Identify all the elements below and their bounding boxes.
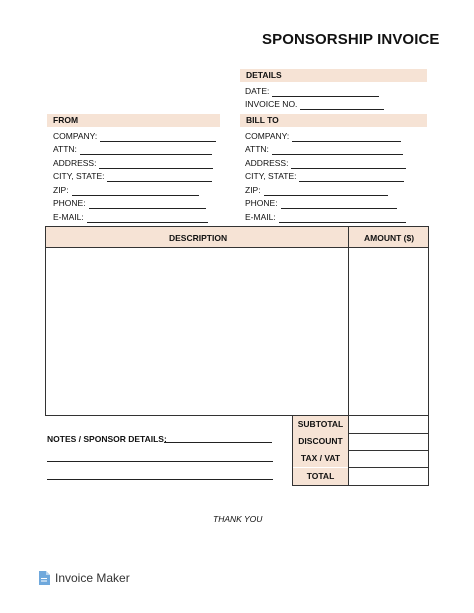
from-zip-row [53,182,216,196]
bill-company-field[interactable] [292,132,401,142]
invoice-no-field[interactable] [300,100,384,110]
from-email-label: E-MAIL: [53,211,84,222]
thank-you-text: THANK YOU [213,514,263,524]
discount-value[interactable] [349,434,428,450]
bill-attn-row [245,142,406,156]
from-phone-label: PHONE: [53,198,86,208]
tax-label: TAX / VAT [293,450,348,467]
discount-label: DISCOUNT [293,433,348,450]
total-label: TOTAL [293,468,348,485]
bill-company-row [245,128,406,142]
notes-label: NOTES / SPONSOR DETAILS: [47,434,167,444]
total-value[interactable] [349,468,428,485]
bill-to-heading: BILL TO [240,114,427,127]
amount-cell[interactable] [349,249,428,415]
from-email-field[interactable] [87,213,208,223]
bill-address-field[interactable] [291,159,406,169]
from-company-row [53,128,216,142]
bill-city-label: CITY, STATE: [245,171,297,181]
bill-phone-row [245,196,406,210]
bill-to-section [245,128,406,223]
date-label: DATE: [245,85,270,96]
bill-phone-field[interactable] [281,199,397,209]
from-city-row [53,169,216,183]
details-invoice-row [245,96,384,110]
from-company-label: COMPANY: [53,130,98,141]
date-field[interactable] [272,87,379,97]
details-heading: DETAILS [240,69,427,82]
bill-zip-field[interactable] [264,186,388,196]
amount-header: AMOUNT ($) [364,233,415,243]
invoice-no-label: INVOICE NO. [245,98,298,109]
bill-email-field[interactable] [279,213,406,223]
notes-line-1[interactable] [164,442,272,443]
from-attn-label: ATTN: [53,144,77,154]
from-zip-label: ZIP: [53,184,69,195]
document-title: SPONSORSHIP INVOICE [262,31,440,48]
from-address-field[interactable] [99,159,213,169]
document-icon [38,571,50,585]
bill-email-row [245,209,406,223]
bill-address-row [245,155,406,169]
from-attn-row [53,142,216,156]
from-heading: FROM [47,114,220,127]
bill-company-label: COMPANY: [245,130,290,141]
description-cell[interactable] [46,249,347,415]
tax-value[interactable] [349,451,428,467]
brand-logo [38,571,130,585]
brand-name: Invoice Maker [55,571,130,585]
from-address-row [53,155,216,169]
bill-attn-label: ATTN: [245,144,269,154]
from-city-label: CITY, STATE: [53,171,105,181]
subtotal-value[interactable] [349,416,428,433]
from-attn-field[interactable] [80,145,212,155]
bill-address-label: ADDRESS: [245,157,289,168]
from-section [53,128,216,223]
bill-attn-field[interactable] [272,145,403,155]
bill-zip-row [245,182,406,196]
from-phone-row [53,196,216,210]
bill-zip-label: ZIP: [245,184,261,195]
from-city-field[interactable] [107,172,212,182]
bill-phone-label: PHONE: [245,198,278,208]
from-zip-field[interactable] [72,186,199,196]
notes-line-2[interactable] [47,461,273,462]
from-email-row [53,209,216,223]
subtotal-label: SUBTOTAL [293,416,348,433]
description-header: DESCRIPTION [169,233,228,243]
bill-city-field[interactable] [299,172,404,182]
from-company-field[interactable] [100,132,216,142]
notes-line-3[interactable] [47,479,273,480]
from-phone-field[interactable] [89,199,206,209]
bill-city-row [245,169,406,183]
details-date-row [245,83,379,97]
from-address-label: ADDRESS: [53,157,97,168]
bill-email-label: E-MAIL: [245,211,276,222]
